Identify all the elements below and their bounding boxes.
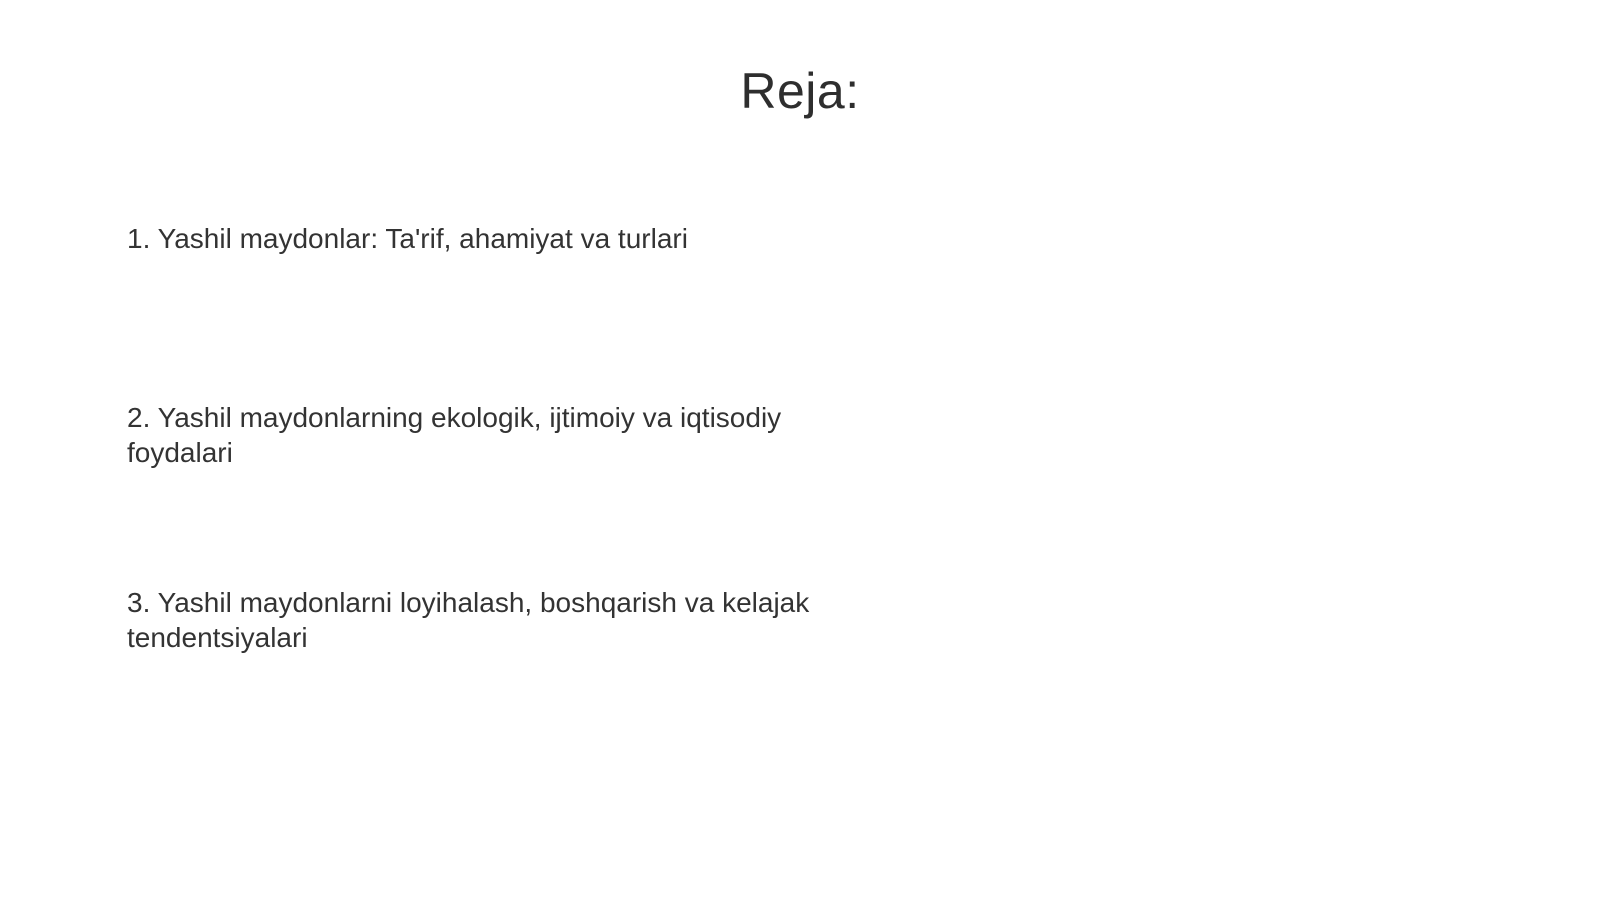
agenda-item-3: 3. Yashil maydonlarni loyihalash, boshqarish va kelajak tendentsiyalari	[127, 587, 810, 653]
agenda-item-1: 1. Yashil maydonlar: Ta'rif, ahamiyat va turlari	[127, 223, 688, 254]
slide-title: Reja:	[740, 63, 860, 119]
agenda-item-2: 2. Yashil maydonlarning ekologik, ijtimoiy va iqtisodiy foydalari	[127, 402, 782, 468]
